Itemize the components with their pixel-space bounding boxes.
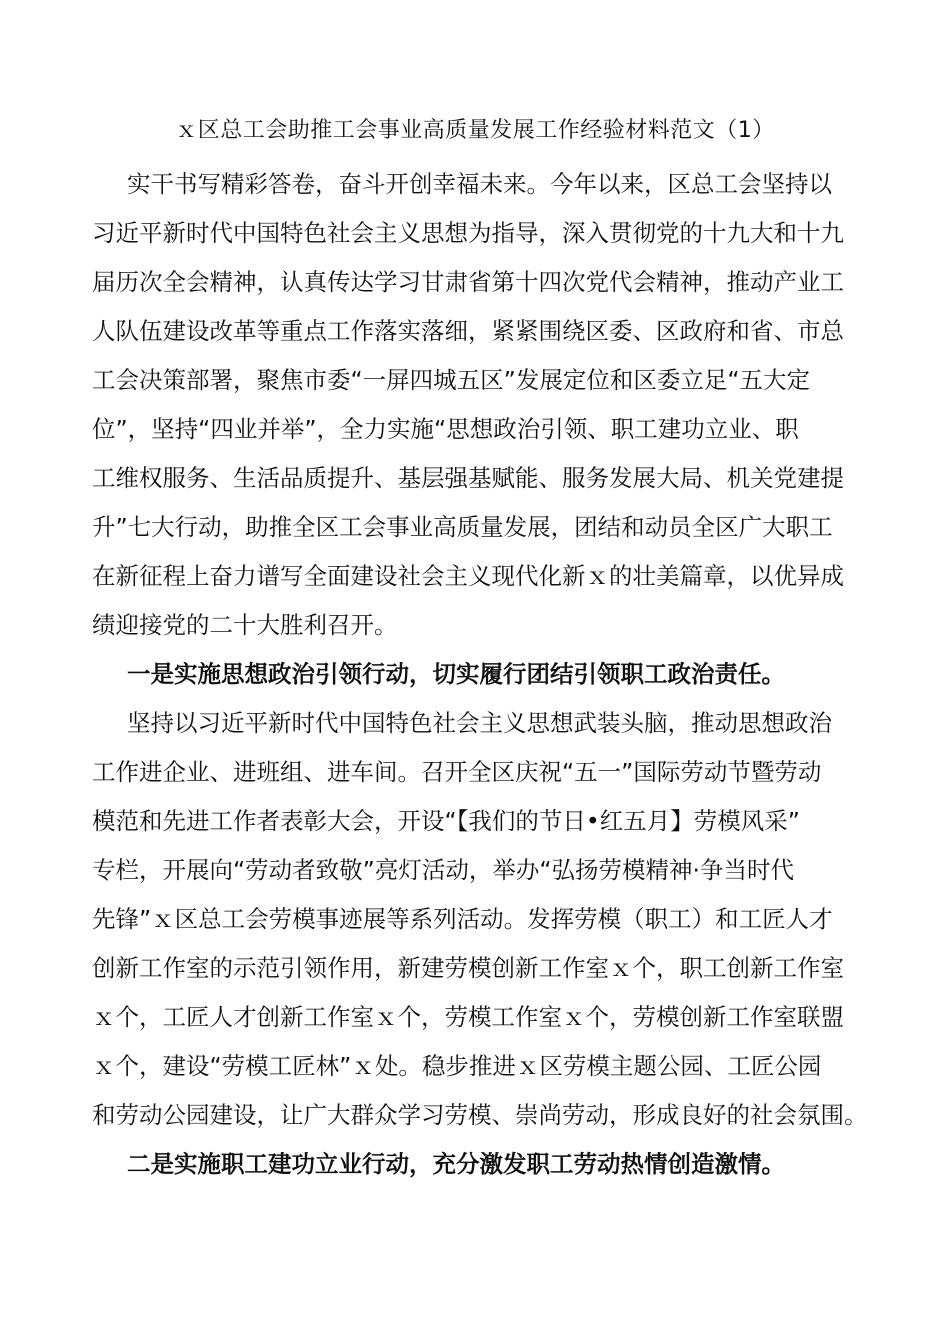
section-1-paragraph — [92, 699, 868, 1140]
paragraph-line: 人队伍建设改革等重点工作落实落细，紧紧围绕区委、区政府和省、市总 — [92, 317, 844, 345]
paragraph-line: 绩迎接党的二十大胜利召开。 — [92, 611, 398, 639]
paragraph-line: 模范和先进工作者表彰大会，开设“【我们的节日•红五月】劳模风采” — [92, 807, 800, 835]
section-heading-1 — [92, 650, 864, 699]
paragraph-line: 工作进企业、进班组、进车间。召开全区庆祝“五一”国际劳动节暨劳动 — [92, 758, 822, 786]
paragraph-line: 位”，坚持“四业并举”，全力实施“思想政治引领、职工建功立业、职 — [92, 415, 799, 443]
paragraph-line: 专栏，开展向“劳动者致敬”亮灯活动，举办“弘扬劳模精神·争当时代 — [92, 856, 794, 884]
intro-paragraph — [92, 160, 864, 650]
paragraph-line: 升”七大行动，助推全区工会事业高质量发展，团结和动员全区广大职工 — [92, 513, 833, 541]
paragraph-line: 先锋”ｘ区总工会劳模事迹展等系列活动。发挥劳模（职工）和工匠人才 — [92, 905, 833, 933]
paragraph-line: ｘ个，建设“劳模工匠林”ｘ处。稳步推进ｘ区劳模主题公园、工匠公园 — [92, 1052, 822, 1080]
section-heading-2 — [92, 1140, 864, 1189]
paragraph-line: 届历次全会精神，认真传达学习甘肃省第十四次党代会精神，推动产业工 — [92, 268, 844, 296]
paragraph-line: 和劳动公园建设，让广大群众学习劳模、崇尚劳动，形成良好的社会氛围。 — [92, 1101, 868, 1129]
paragraph-line: 工会决策部署，聚焦市委“一屏四城五区”发展定位和区委立足“五大定 — [92, 366, 811, 394]
paragraph-line: 坚持以习近平新时代中国特色社会主义思想武装头脑，推动思想政治 — [127, 709, 832, 737]
paragraph-line: 习近平新时代中国特色社会主义思想为指导，深入贯彻党的十九大和十九 — [92, 219, 844, 247]
paragraph-line: ｘ个，工匠人才创新工作室ｘ个，劳模工作室ｘ个，劳模创新工作室联盟 — [92, 1003, 844, 1031]
document-title: ｘ区总工会助推工会事业高质量发展工作经验材料范文（1） — [175, 118, 775, 143]
paragraph-line: 实干书写精彩答卷，奋斗开创幸福未来。今年以来，区总工会坚持以 — [127, 170, 832, 198]
paragraph-line: 工维权服务、生活品质提升、基层强基赋能、服务发展大局、机关党建提 — [92, 464, 844, 492]
heading-text: 二是实施职工建功立业行动，充分激发职工劳动热情创造激情。 — [127, 1150, 785, 1178]
paragraph-line: 创新工作室的示范引领作用，新建劳模创新工作室ｘ个，职工创新工作室 — [92, 954, 844, 982]
paragraph-line: 在新征程上奋力谱写全面建设社会主义现代化新ｘ的壮美篇章，以优异成 — [92, 562, 844, 590]
heading-text: 一是实施思想政治引领行动，切实履行团结引领职工政治责任。 — [127, 660, 785, 688]
